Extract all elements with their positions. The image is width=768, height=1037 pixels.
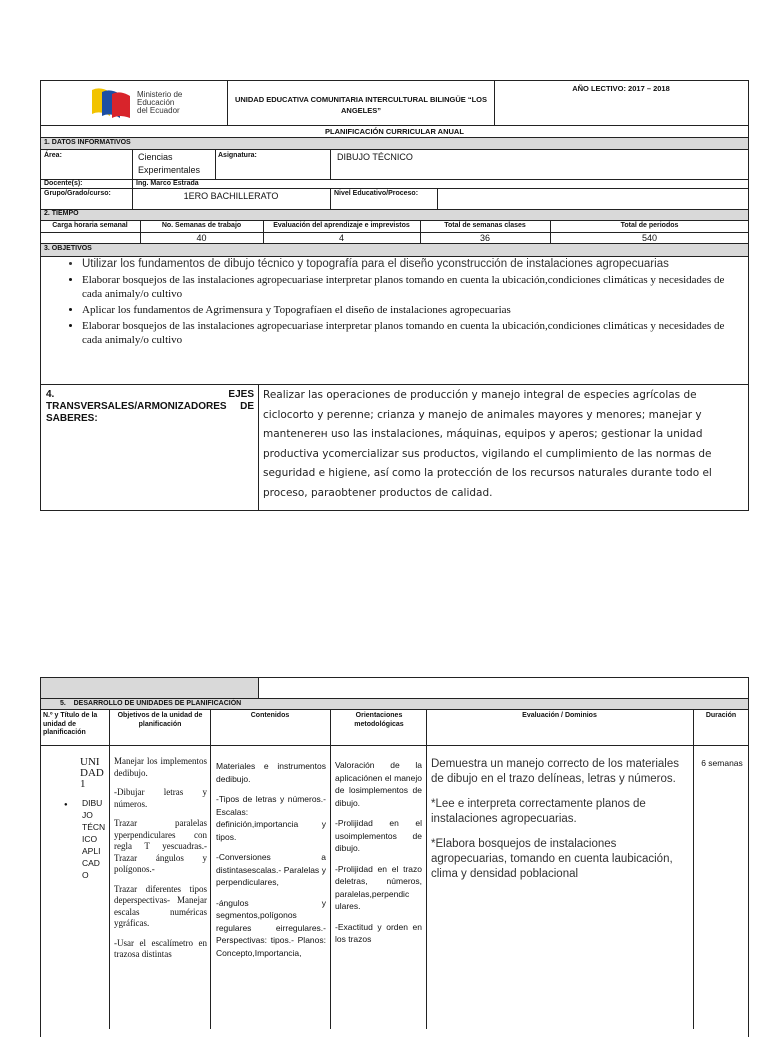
- evaluacion-item: *Lee e interpreta correctamente planos de instalaciones agropecuarias.: [431, 798, 646, 825]
- ministry-line-1: Ministerio de: [137, 90, 183, 99]
- unit-number: [80, 757, 104, 790]
- unit-title-line: CAD: [82, 858, 100, 868]
- contenido-item: -Tipos de letras y números.-Escalas: definición,importancia y tipos.: [216, 794, 326, 842]
- contenido-item: -Conversiones a distintasescalas.- Paralelas y perpendiculares,: [216, 852, 326, 887]
- duracion-value: 6 semanas: [701, 758, 743, 768]
- school-year: AÑO LECTIVO: 2017 – 2018: [572, 84, 670, 93]
- objetivo-unidad-item: Trazar paralelas yperpendiculares con regla T yescuadras.- Trazar ángulos y polígonos.-: [114, 818, 207, 874]
- nivel-label: Nivel Educativo/Proceso:: [334, 190, 419, 197]
- ejes-label-rest: TRANSVERSALES/ARMONIZADORES DE SABERES:: [46, 401, 254, 424]
- tiempo-header-semanas: No. Semanas de trabajo: [161, 222, 242, 229]
- tiempo-value-periodos: 540: [641, 233, 658, 243]
- col-header-contenidos: Contenidos: [250, 712, 290, 719]
- unit-title-line: TÉCN: [82, 822, 106, 832]
- docente-label: Docente(s):: [44, 180, 83, 187]
- unit-title-line: O: [82, 870, 89, 880]
- ejes-label: [46, 389, 254, 425]
- tiempo-value-semanas: 40: [196, 233, 207, 243]
- tiempo-header-total-semanas: Total de semanas clases: [444, 222, 526, 229]
- tiempo-header-evaluacion: Evaluación del aprendizaje e imprevistos: [273, 222, 410, 229]
- objetivos-unidad: [114, 756, 207, 969]
- objetivo-unidad-item: Trazar diferentes tipos deperspectivas- Manejar escalas numéricas ygráficas.: [114, 883, 207, 928]
- area-label: Área:: [44, 152, 62, 159]
- tiempo-value-evaluacion: 4: [338, 233, 344, 243]
- ejes-text: Realizar las operaciones de producción y manejo integral de especies agrícolas de ciclocorto y perenne; crianza y manejo de animales mayores y menores; manejar y mantenerен uso las instalaciones, máquinas, equipos y aperos; gestionar la unidad productiva ycomercializar sus productos, vigilando el cumplimiento de las normas de seguridad e higiene, así como la protección de los recursos naturales durante todo el proceso, paraobtener productos de calidad.: [263, 389, 712, 499]
- unit-title-line: ICO: [82, 834, 98, 844]
- evaluacion: [431, 757, 689, 890]
- col-header-orientaciones: Orientaciones metodológicas: [354, 712, 404, 728]
- evaluacion-item: *Elabora bosquejos de instalaciones agropecuarias, tomando en cuenta laubicación, clima y densidad poblacional: [431, 838, 673, 880]
- ministry-line-3: del Ecuador: [137, 106, 180, 115]
- asignatura-value: DIBUJO TÉCNICO: [337, 152, 413, 162]
- grupo-label: Grupo/Grado/curso:: [44, 190, 111, 197]
- orientacion-item: -Prolijidad en el usoimplementos de dibujo.: [335, 818, 422, 853]
- school-name: UNIDAD EDUCATIVA COMUNITARIA INTERCULTURAL BILINGÜE “LOS ANGELES”: [234, 95, 488, 115]
- plan-title: PLANIFICACIÓN CURRICULAR ANUAL: [325, 127, 464, 136]
- grupo-value: 1ERO BACHILLERATO: [183, 191, 279, 201]
- objetivos-list: [40, 257, 740, 349]
- contenido-item: Materiales e instrumentos dedibujo.: [216, 761, 326, 784]
- contenidos: [216, 760, 326, 967]
- tiempo-value-total-semanas: 36: [479, 233, 490, 243]
- objetivo-item: • Elaborar bosquejos de las instalaciones agropecuariase interpretar planos tomando en cuenta la ubicación,condiciones climáticas y necesidades de cada animaly/o cultivo: [82, 319, 740, 347]
- bullet-icon: ●: [64, 802, 68, 808]
- contenido-item: -ángulos y segmentos,polígonos regulares eirregulares.- Perspectivas: tipos.- Planos: Concepto,Importancia,: [216, 897, 326, 958]
- orientacion-item: Valoración de la aplicaciónen el manejo de losimplementos de dibujo.: [335, 760, 422, 808]
- col-header-duracion: Duración: [705, 712, 737, 719]
- unit-title-line: DIBU: [82, 798, 103, 808]
- area-value: Ciencias Experimentales: [138, 152, 201, 175]
- unit-title: [82, 797, 105, 881]
- col-header-objetivos: Objetivos de la unidad de planificación: [117, 712, 203, 728]
- ministry-line-2: Educación: [137, 98, 175, 107]
- evaluacion-item: Demuestra un manejo correcto de los materiales de dibujo en el trazo delíneas, letras y números.: [431, 758, 680, 785]
- objetivo-unidad-item: Manejar los implementos dedibujo.: [114, 756, 207, 778]
- section-datos: 1. DATOS INFORMATIVOS: [44, 139, 131, 146]
- unit-number-line: 1: [80, 778, 86, 790]
- unit-title-line: APLI: [82, 846, 101, 856]
- ejes-label-word: EJES: [228, 389, 254, 400]
- section-desarrollo: 5. DESARROLLO DE UNIDADES DE PLANIFICACIÓN: [60, 700, 242, 707]
- docente-value: Ing. Marco Estrada: [136, 180, 199, 187]
- section-tiempo: 2. TIEMPO: [44, 210, 79, 217]
- section-objetivos: 3. OBJETIVOS: [44, 245, 92, 252]
- unit-number-line: UNI: [80, 756, 100, 768]
- objetivo-item: • Aplicar los fundamentos de Agrimensura y Topografíaen el diseño de instalaciones agropecuarias: [82, 303, 740, 317]
- ejes-label-num: 4.: [46, 389, 55, 400]
- objetivo-item: • Utilizar los fundamentos de dibujo técnico y topografía para el diseño yconstrucción de instalaciones agropecuarias: [82, 257, 740, 271]
- ecuador-flag-icon: [88, 86, 136, 120]
- orientacion-item: -Prolijidad en el trazo deletras, números, paralelas,perpendic ulares.: [335, 863, 422, 911]
- orientaciones: [335, 759, 422, 954]
- tiempo-header-periodos: Total de periodos: [620, 222, 679, 229]
- tiempo-header-carga: Carga horaria semanal: [52, 222, 128, 229]
- objetivo-unidad-item: -Usar el escalímetro en trazosa distintas: [114, 937, 207, 959]
- orientacion-item: -Exactitud y orden en los trazos: [335, 921, 422, 944]
- col-header-evaluacion: Evaluación / Dominios: [522, 712, 597, 719]
- asignatura-label: Asignatura:: [218, 152, 257, 159]
- unit-number-line: DAD: [80, 767, 104, 779]
- objetivo-item: • Elaborar bosquejos de las instalaciones agropecuariase interpretar planos tomando en cuenta la ubicación,condiciones climáticas y necesidades de cada animaly/o cultivo: [82, 273, 740, 301]
- objetivo-unidad-item: -Dibujar letras y números.: [114, 787, 207, 809]
- col-header-unidad: N.º y Título de la unidad de planificación: [43, 712, 98, 736]
- unit-title-line: JO: [82, 810, 93, 820]
